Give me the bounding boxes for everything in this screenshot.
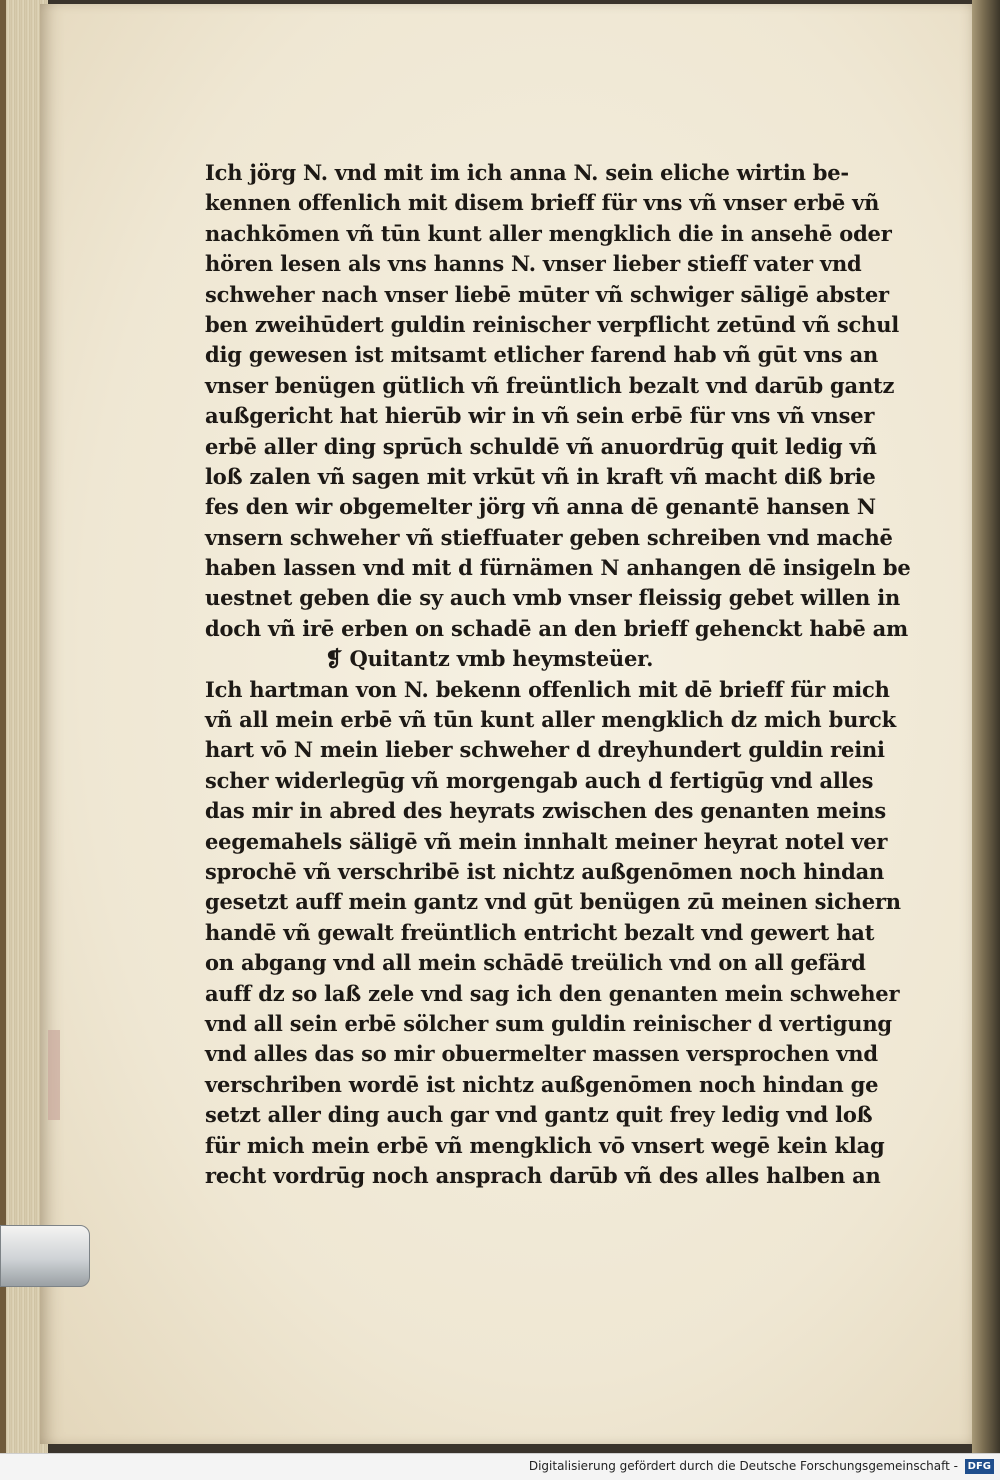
text-line: für mich mein erbē vñ mengklich vō vnsert wegē kein klag bbox=[205, 1132, 885, 1158]
digitization-credit: Digitalisierung gefördert durch die Deutsche Forschungsgemeinschaft - bbox=[528, 1459, 958, 1473]
gutter-stain bbox=[48, 1030, 60, 1120]
text-line: außgericht hat hierūb wir in vñ sein erbē für vns vñ vnser bbox=[205, 403, 875, 429]
text-line: hart vō N mein lieber schweher d dreyhundert guldin reini bbox=[205, 737, 885, 763]
text-line: auff dz so laß zele vnd sag ich den genanten mein schweher bbox=[205, 980, 900, 1006]
text-line: doch vñ irē erben on schadē an den brieff gehenckt habē am bbox=[205, 615, 909, 641]
text-line: Ich hartman von N. bekenn offenlich mit dē brieff für mich bbox=[205, 676, 890, 702]
dfg-logo: DFG bbox=[965, 1459, 994, 1474]
text-line: eegemahels säligē vñ mein innhalt meiner heyrat notel ver bbox=[205, 828, 888, 854]
text-line: recht vordrūg noch ansprach darūb vñ des alles halben an bbox=[205, 1162, 881, 1188]
text-line: Ich jörg N. vnd mit im ich anna N. sein eliche wirtin be- bbox=[205, 160, 849, 185]
text-line: vnser benügen gütlich vñ freüntlich bezalt vnd darūb gantz bbox=[205, 372, 895, 398]
text-line: schweher nach vnser liebē mūter vñ schwiger sāligē abster bbox=[205, 281, 889, 307]
text-line: verschriben wordē ist nichtz außgenōmen noch hindan ge bbox=[205, 1071, 879, 1097]
text-line: uestnet geben die sy auch vmb vnser fleissig gebet willen in bbox=[205, 585, 901, 611]
text-line: dig gewesen ist mitsamt etlicher farend hab vñ gūt vns an bbox=[205, 342, 879, 368]
text-line: ben zweihūdert guldin reinischer verpflicht zetūnd vñ schul bbox=[205, 311, 900, 337]
paragraph-mark-icon: ❡ bbox=[325, 646, 350, 672]
text-line: fes den wir obgemelter jörg vñ anna dē genantē hansen N bbox=[205, 494, 876, 520]
text-line: on abgang vnd all mein schādē treülich vnd on all gefärd bbox=[205, 950, 866, 976]
text-line: haben lassen vnd mit d fürnämen N anhangen dē insigeln be bbox=[205, 555, 911, 581]
text-line: hören lesen als vns hanns N. vnser lieber stieff vater vnd bbox=[205, 251, 862, 277]
text-line: erbē aller ding sprūch schuldē vñ anuordrūg quit ledig vñ bbox=[205, 433, 877, 459]
text-line: kennen offenlich mit disem brieff für vns vñ vnser erbē vñ bbox=[205, 190, 880, 216]
text-line: vnd all sein erbē sölcher sum guldin reinischer d vertigung bbox=[205, 1010, 892, 1036]
text-line: gesetzt auff mein gantz vnd gūt benügen zū meinen sichern bbox=[205, 889, 901, 915]
text-line: setzt aller ding auch gar vnd gantz quit frey ledig vnd loß bbox=[205, 1102, 873, 1128]
section-heading: ❡ Quitantz vmb heymsteüer. bbox=[325, 646, 654, 672]
text-line: sprochē vñ verschribē ist nichtz außgenōmen noch hindan bbox=[205, 858, 885, 884]
text-line: scher widerlegūg vñ morgengab auch d fertigūg vnd alles bbox=[205, 767, 874, 793]
text-line: das mir in abred des heyrats zwischen des genanten meins bbox=[205, 798, 887, 824]
page-clip bbox=[0, 1225, 90, 1287]
text-line: vnsern schweher vñ stieffuater geben schreiben vnd machē bbox=[205, 524, 893, 550]
text-line: handē vñ gewalt freüntlich entricht bezalt vnd gewert hat bbox=[205, 919, 875, 945]
text-line: nachkōmen vñ tūn kunt aller mengklich die in ansehē oder bbox=[205, 220, 892, 246]
text-line: loß zalen vñ sagen mit vrkūt vñ in kraft vñ macht diß brie bbox=[205, 463, 876, 489]
text-line: vnd alles das so mir obuermelter massen versprochen vnd bbox=[205, 1041, 878, 1067]
footer-bar bbox=[0, 1453, 1000, 1480]
text-block bbox=[205, 158, 910, 1191]
text-line: vñ all mein erbē vñ tūn kunt aller mengklich dz mich burck bbox=[205, 707, 896, 733]
book-spine-edge bbox=[972, 0, 1000, 1453]
